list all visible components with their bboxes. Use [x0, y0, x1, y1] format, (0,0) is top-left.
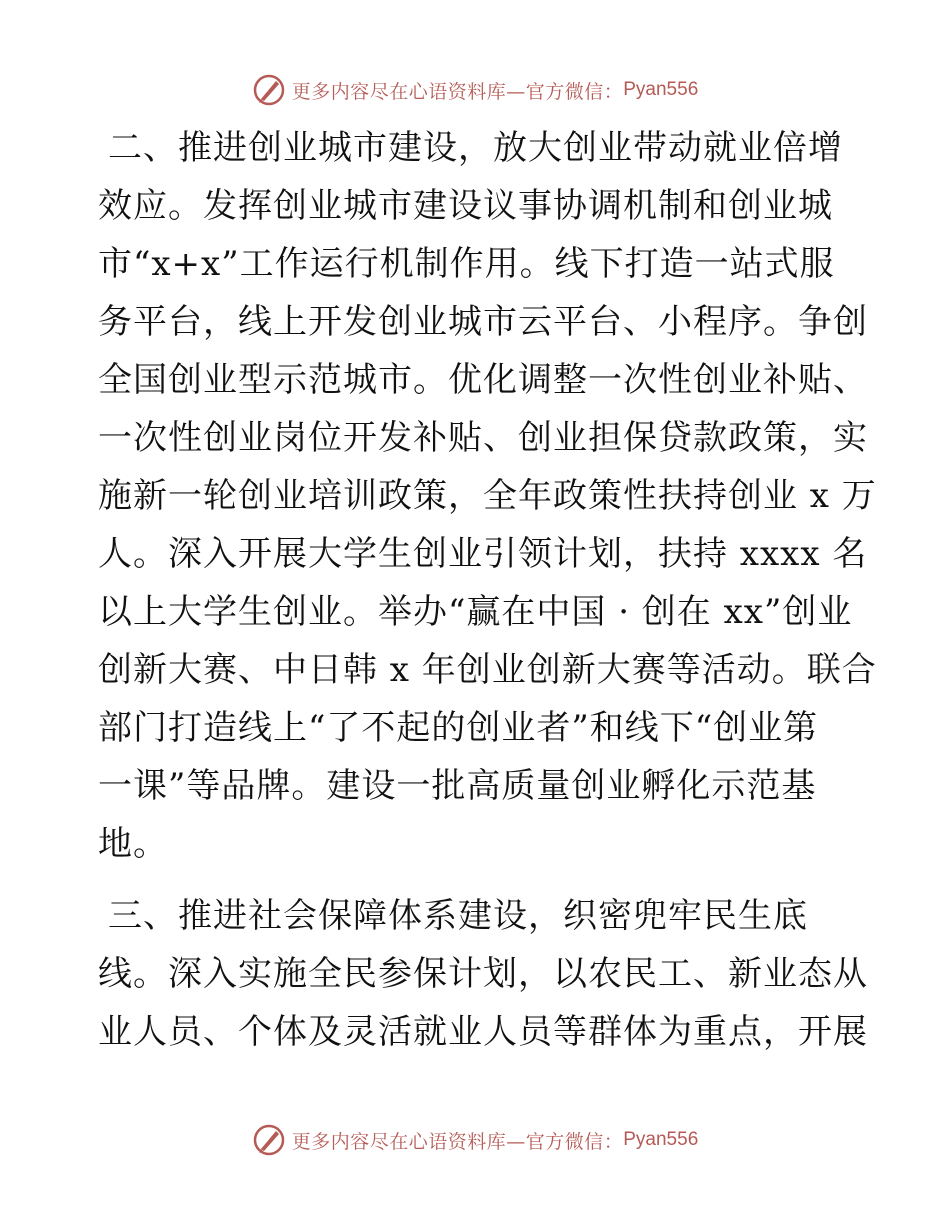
text-line: 全国创业型示范城市。优化调整一次性创业补贴、 [98, 360, 868, 400]
text-line: 三、推进社会保障体系建设，织密兜牢民生底 [108, 896, 808, 936]
watermark-wechat-id: Pyan556 [623, 1129, 699, 1150]
text-line: 创新大赛、中日韩 x 年创业创新大赛等活动。联合 [98, 650, 877, 690]
quill-pen-logo-icon [252, 73, 286, 107]
watermark-text: 更多内容尽在心语资料库—官方微信： [291, 1130, 624, 1153]
text-line: 施新一轮创业培训政策，全年政策性扶持创业 x 万 [98, 476, 877, 516]
text-line: 线。深入实施全民参保计划，以农民工、新业态从 [98, 954, 868, 994]
text-line: 二、推进创业城市建设，放大创业带动就业倍增 [108, 128, 843, 168]
watermark-header [0, 70, 950, 110]
text-line: 部门打造线上“了不起的创业者”和线下“创业第 [98, 708, 819, 748]
text-line: 人。深入开展大学生创业引领计划，扶持 xxxx 名 [98, 534, 868, 574]
watermark-wechat-id: Pyan556 [623, 79, 699, 100]
quill-pen-logo-icon [252, 1123, 286, 1157]
watermark-footer [0, 1120, 950, 1160]
text-line: 务平台，线上开发创业城市云平台、小程序。争创 [98, 302, 868, 342]
text-line: 业人员、个体及灵活就业人员等群体为重点，开展 [98, 1012, 868, 1052]
text-line: 一次性创业岗位开发补贴、创业担保贷款政策，实 [98, 418, 868, 458]
text-line: 以上大学生创业。举办“赢在中国 · 创在 xx”创业 [98, 592, 853, 632]
text-line: 一课”等品牌。建设一批高质量创业孵化示范基 [98, 766, 817, 806]
text-line: 效应。发挥创业城市建设议事协调机制和创业城 [98, 186, 833, 226]
text-line: 地。 [98, 824, 168, 864]
text-line: 市“x+x”工作运行机制作用。线下打造一站式服 [98, 244, 835, 284]
watermark-text: 更多内容尽在心语资料库—官方微信： [291, 80, 624, 103]
